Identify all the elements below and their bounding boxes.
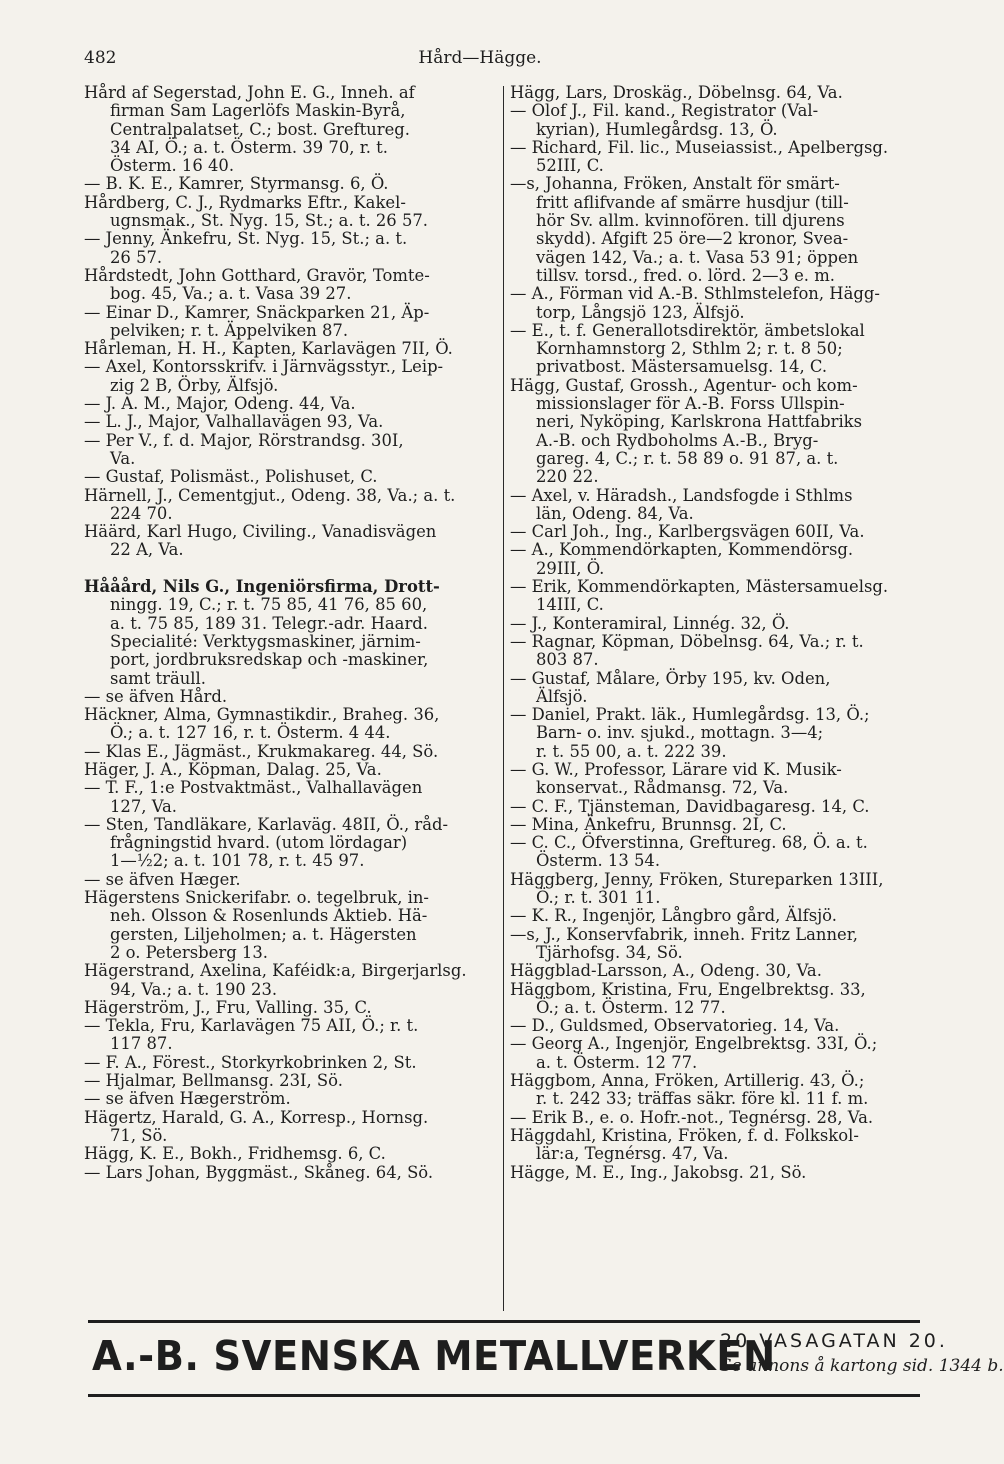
advertisement-address: 20 VASAGATAN 20. [720, 1330, 948, 1352]
directory-line: 71, Sö. [110, 1125, 168, 1145]
directory-line: r. t. 242 33; träffas säkr. före kl. 11 f. m. [536, 1089, 869, 1109]
directory-line: — Hjalmar, Bellmansg. 23I, Sö. [84, 1071, 343, 1091]
directory-line: Häggberg, Jenny, Fröken, Stureparken 13III, [510, 869, 884, 889]
directory-line: — A., Förman vid A.-B. Sthlmstelefon, Hägg- [510, 284, 880, 304]
directory-line: A.-B. och Rydboholms A.-B., Bryg- [536, 430, 819, 450]
directory-line: 127, Va. [110, 796, 178, 816]
directory-line: —s, J., Konservfabrik, inneh. Fritz Lanner, [510, 924, 858, 944]
advertisement-rule-top [88, 1320, 920, 1323]
directory-line: lär:a, Tegnérsg. 47, Va. [536, 1144, 729, 1164]
directory-line: vägen 142, Va.; a. t. Vasa 53 91; öppen [536, 247, 859, 267]
directory-line: — Klas E., Jägmäst., Krukmakareg. 44, Sö. [84, 741, 439, 761]
directory-line: — se äfven Hægerström. [84, 1089, 291, 1109]
directory-line: Tjärhofsg. 34, Sö. [536, 942, 683, 962]
directory-line: — Richard, Fil. lic., Museiassist., Apelbergsg. [510, 137, 889, 157]
directory-line: Österm. 16 40. [110, 156, 235, 176]
directory-line: — Daniel, Prakt. läk., Humlegårdsg. 13, Ö.; [510, 705, 870, 725]
directory-line: Härnell, J., Cementgjut., Odeng. 38, Va.; a. t. [84, 485, 456, 505]
directory-line: Hägerstens Snickerifabr. o. tegelbruk, in- [84, 888, 429, 908]
directory-line: — Ragnar, Köpman, Döbelnsg. 64, Va.; r. t. [510, 631, 864, 651]
right-column [510, 84, 925, 1182]
directory-line: 1—½2; a. t. 101 78, r. t. 45 97. [110, 851, 365, 871]
directory-line: — J. A. M., Major, Odeng. 44, Va. [84, 394, 356, 414]
directory-line: fritt aflifvande af smärre husdjur (till- [536, 192, 849, 212]
directory-line: — Erik, Kommendörkapten, Mästersamuelsg. [510, 577, 889, 597]
directory-line: Häggdahl, Kristina, Fröken, f. d. Folkskol- [510, 1125, 859, 1145]
directory-line: bog. 45, Va.; a. t. Vasa 39 27. [110, 284, 352, 304]
directory-line: Häggbom, Anna, Fröken, Artillerig. 43, Ö.; [510, 1071, 865, 1091]
directory-line: Häärd, Karl Hugo, Civiling., Vanadisvägen [84, 522, 437, 542]
directory-line: — Carl Joh., Ing., Karlbergsvägen 60II, Va. [510, 522, 865, 542]
directory-line: Häggbom, Kristina, Fru, Engelbrektsg. 33, [510, 979, 866, 999]
directory-line: port, jordbruksredskap och -maskiner, [110, 650, 429, 670]
directory-line: Häckner, Alma, Gymnastikdir., Braheg. 36, [84, 705, 440, 725]
directory-line: Hägg, K. E., Bokh., Fridhemsg. 6, C. [84, 1144, 386, 1164]
directory-line: kyrian), Humlegårdsg. 13, Ö. [536, 119, 778, 139]
directory-line: — Sten, Tandläkare, Karlaväg. 48II, Ö., råd- [84, 814, 449, 834]
directory-line: 220 22. [536, 467, 599, 487]
directory-line: samt träull. [110, 668, 206, 688]
directory-line: Österm. 13 54. [536, 851, 661, 871]
directory-line: privatbost. Mästersamuelsg. 14, C. [536, 357, 828, 377]
directory-line: Ö.; r. t. 301 11. [536, 888, 661, 908]
directory-line: ugnsmak., St. Nyg. 15, St.; a. t. 26 57. [110, 211, 429, 231]
directory-line: — Jenny, Änkefru, St. Nyg. 15, St.; a. t. [84, 229, 408, 249]
directory-line: 2 o. Petersberg 13. [110, 942, 268, 962]
directory-line: gareg. 4, C.; r. t. 58 89 o. 91 87, a. t. [536, 448, 839, 468]
directory-line: —s, Johanna, Fröken, Anstalt för smärt- [510, 174, 840, 194]
directory-line: Hård af Segerstad, John E. G., Inneh. af [84, 83, 415, 102]
directory-line: — Olof J., Fil. kand., Registrator (Val- [510, 101, 819, 121]
directory-line: — Lars Johan, Byggmäst., Skåneg. 64, Sö. [84, 1162, 434, 1182]
directory-line [84, 560, 502, 578]
directory-line: Hägge, M. E., Ing., Jakobsg. 21, Sö. [510, 1162, 807, 1182]
running-head: Hård—Hägge. [418, 48, 542, 68]
directory-line: Hägerström, J., Fru, Valling. 35, C. [84, 997, 372, 1017]
directory-line: Häger, J. A., Köpman, Dalag. 25, Va. [84, 759, 382, 779]
directory-line: konservat., Rådmansg. 72, Va. [536, 778, 789, 798]
directory-line: — Axel, v. Häradsh., Landsfogde i Sthlms [510, 485, 853, 505]
directory-line: — se äfven Hæger. [84, 869, 241, 889]
directory-line: Hårdstedt, John Gotthard, Gravör, Tomte- [84, 265, 430, 285]
directory-line: — Gustaf, Polismäst., Polishuset, C. [84, 467, 378, 487]
directory-line: — A., Kommendörkapten, Kommendörsg. [510, 540, 854, 560]
directory-line: torp, Långsjö 123, Älfsjö. [536, 302, 745, 322]
directory-line: 26 57. [110, 247, 163, 267]
directory-line: Hägg, Gustaf, Grossh., Agentur- och kom- [510, 375, 858, 395]
directory-line: Älfsjö. [536, 686, 588, 706]
directory-line: firman Sam Lagerlöfs Maskin-Byrå, [110, 101, 406, 121]
directory-line: pelviken; r. t. Äppelviken 87. [110, 320, 349, 340]
directory-line: neh. Olsson & Rosenlunds Aktieb. Hä- [110, 906, 428, 926]
directory-line: — Erik B., e. o. Hofr.-not., Tegnérsg. 28, Va. [510, 1107, 874, 1127]
directory-line: — E., t. f. Generallotsdirektör, ämbetslokal [510, 320, 865, 340]
directory-line: tillsv. torsd., fred. o. lörd. 2—3 e. m. [536, 265, 835, 285]
directory-line: — C. F., Tjänsteman, Davidbagaresg. 14, C. [510, 796, 870, 816]
directory-line: frågningstid hvard. (utom lördagar) [110, 833, 408, 853]
directory-line: — C. C., Öfverstinna, Greftureg. 68, Ö. a. t. [510, 833, 868, 853]
directory-line: Hårdberg, C. J., Rydmarks Eftr., Kakel- [84, 192, 406, 212]
directory-line: 29III, Ö. [536, 558, 605, 578]
directory-line: 803 87. [536, 650, 599, 670]
directory-line: — Mina, Änkefru, Brunnsg. 2I, C. [510, 814, 787, 834]
directory-line: Ö.; a. t. 127 16, r. t. Österm. 4 44. [110, 723, 391, 743]
left-column [84, 84, 502, 1182]
directory-line: Va. [110, 448, 136, 468]
directory-line: Centralpalatset, C.; bost. Greftureg. [110, 119, 410, 139]
directory-line: Hägerstrand, Axelina, Kaféidk:a, Birgerjarlsg. [84, 961, 467, 981]
directory-line: Barn- o. inv. sjukd., mottagn. 3—4; [536, 723, 824, 743]
directory-line: — D., Guldsmed, Observatorieg. 14, Va. [510, 1016, 840, 1036]
page-number: 482 [84, 48, 117, 68]
directory-line: — Gustaf, Målare, Örby 195, kv. Oden, [510, 668, 831, 688]
directory-line: Hägertz, Harald, G. A., Korresp., Hornsg. [84, 1107, 429, 1127]
directory-line: — Per V., f. d. Major, Rörstrandsg. 30I, [84, 430, 404, 450]
directory-line: — Tekla, Fru, Karlavägen 75 AII, Ö.; r. t. [84, 1016, 419, 1036]
directory-line: 34 AI, Ö.; a. t. Österm. 39 70, r. t. [110, 137, 388, 157]
directory-line: — Einar D., Kamrer, Snäckparken 21, Äp- [84, 302, 430, 322]
directory-line: Hårleman, H. H., Kapten, Karlavägen 7II, Ö. [84, 339, 453, 359]
directory-line: Specialité: Verktygsmaskiner, järnim- [110, 631, 421, 651]
directory-line: 224 70. [110, 503, 173, 523]
directory-line: r. t. 55 00, a. t. 222 39. [536, 741, 727, 761]
directory-line: Häggblad-Larsson, A., Odeng. 30, Va. [510, 961, 822, 981]
directory-line: zig 2 B, Örby, Älfsjö. [110, 375, 279, 395]
directory-line: missionslager för A.-B. Forss Ullspin- [536, 394, 845, 414]
directory-line: 94, Va.; a. t. 190 23. [110, 979, 278, 999]
directory-line: hör Sv. allm. kvinnofören. till djurens [536, 211, 845, 231]
directory-line: — se äfven Hård. [84, 686, 228, 706]
directory-line: ningg. 19, C.; r. t. 75 85, 41 76, 85 60, [110, 595, 428, 615]
directory-line: Hååård, Nils G., Ingeniörsfirma, Drott- [84, 577, 440, 597]
directory-line: — Georg A., Ingenjör, Engelbrektsg. 33I, Ö.; [510, 1034, 878, 1054]
directory-line: — J., Konteramiral, Linnég. 32, Ö. [510, 613, 790, 633]
directory-line: a. t. Österm. 12 77. [536, 1052, 698, 1072]
advertisement-rule-bottom [88, 1394, 920, 1397]
directory-line: 117 87. [110, 1034, 173, 1054]
directory-line: neri, Nyköping, Karlskrona Hattfabriks [536, 412, 863, 432]
directory-line: län, Odeng. 84, Va. [536, 503, 694, 523]
directory-line: 52III, C. [536, 156, 604, 176]
directory-line: 14III, C. [536, 595, 604, 615]
directory-line: gersten, Liljeholmen; a. t. Hägersten [110, 924, 417, 944]
directory-line: — F. A., Förest., Storkyrkobrinken 2, St. [84, 1052, 417, 1072]
directory-line: — T. F., 1:e Postvaktmäst., Valhallavägen [84, 778, 423, 798]
directory-line: — G. W., Professor, Lärare vid K. Musik- [510, 759, 842, 779]
directory-line: Hägg, Lars, Droskäg., Döbelnsg. 64, Va. [510, 83, 843, 102]
directory-line: — B. K. E., Kamrer, Styrmansg. 6, Ö. [84, 174, 389, 194]
directory-line: — L. J., Major, Valhallavägen 93, Va. [84, 412, 384, 432]
directory-line: Kornhamnstorg 2, Sthlm 2; r. t. 8 50; [536, 339, 843, 359]
advertisement-tagline: Se annons å kartong sid. 1344 b. [720, 1356, 1004, 1376]
directory-line: 22 A, Va. [110, 540, 184, 560]
directory-line: Ö.; a. t. Österm. 12 77. [536, 997, 726, 1017]
column-divider [503, 86, 504, 1311]
directory-line: skydd). Afgift 25 öre—2 kronor, Svea- [536, 229, 849, 249]
directory-line: a. t. 75 85, 189 31. Telegr.-adr. Haard. [110, 613, 428, 633]
directory-line: — Axel, Kontorsskrifv. i Järnvägsstyr., Leip- [84, 357, 444, 377]
directory-line: — K. R., Ingenjör, Långbro gård, Älfsjö. [510, 906, 837, 926]
advertisement-company-name: A.-B. SVENSKA METALLVERKEN [92, 1332, 776, 1380]
